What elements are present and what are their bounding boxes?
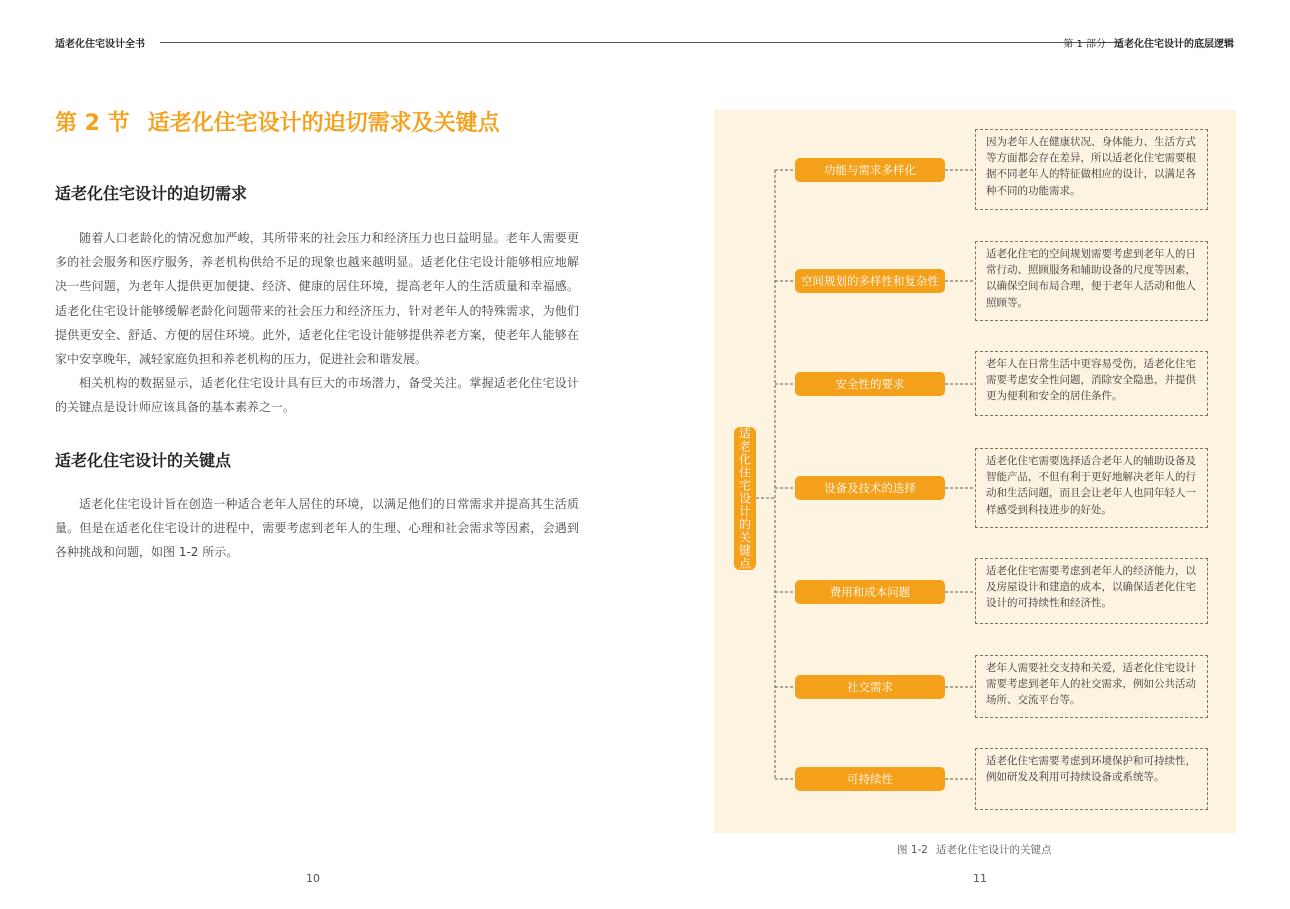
part-title: 适老化住宅设计的底层逻辑 [1114, 39, 1234, 50]
figure-number: 图 1-2 [897, 844, 928, 856]
branch-description: 老年人在日常生活中更容易受伤，适老化住宅需要考虑安全性问题，消除安全隐患，并提供更为便利和安全的居住条件。 [975, 351, 1208, 416]
page-number-right: 11 [973, 872, 987, 885]
branch-description: 因为老年人在健康状况、身体能力、生活方式等方面都会存在差异，所以适老化住宅需要根据不同老年人的特征做相应的设计，以满足各种不同的功能需求。 [975, 129, 1208, 210]
branch-node-cost: 费用和成本问题 [795, 580, 945, 604]
branch-node-sustainability: 可持续性 [795, 767, 945, 791]
branch-node-safety: 安全性的要求 [795, 372, 945, 396]
branch-description: 适老化住宅需要考虑到环境保护和可持续性，例如研发及利用可持续设备或系统等。 [975, 748, 1208, 810]
branch-node-space-planning: 空间规划的多样性和复杂性 [795, 269, 945, 293]
paragraph: 适老化住宅设计旨在创造一种适合老年人居住的环境，以满足他们的日常需求并提高其生活质量。但是在适老化住宅设计的进程中，需要考虑到老年人的生理、心理和社会需求等因素，会遇到各种挑战和问题，如图 1-2 所示。 [55, 497, 579, 560]
branch-node-equipment-tech: 设备及技术的选择 [795, 476, 945, 500]
subsection-heading-key-points: 适老化住宅设计的关键点 [55, 451, 232, 470]
branch-node-function-diversity: 功能与需求多样化 [795, 158, 945, 182]
diagram-root-node [734, 427, 756, 570]
running-header-part [1063, 35, 1234, 50]
section-number: 第 2 节 [55, 111, 130, 136]
figure-caption [897, 842, 1052, 857]
header-rule [160, 42, 1122, 43]
part-number: 第 1 部分 [1063, 39, 1106, 50]
running-header-book-title: 适老化住宅设计全书 [55, 39, 145, 50]
figure-caption-text: 适老化住宅设计的关键点 [936, 844, 1052, 856]
diagram-root-label: 适老化住宅设计的关键点 [737, 427, 752, 570]
section-title [55, 106, 500, 137]
subsection-heading-urgent-needs: 适老化住宅设计的迫切需求 [55, 184, 248, 203]
paragraph: 随着人口老龄化的情况愈加严峻，其所带来的社会压力和经济压力也日益明显。老年人需要更多的社会服务和医疗服务，养老机构供给不足的现象也越来越明显。适老化住宅设计能够相应地解决一些问题，为老年人提供更加便捷、经济、健康的居住环境，提高老年人的生活质量和幸福感。适老化住宅设计能够缓解老龄化问题带来的社会压力和经济压力，针对老年人的特殊需求，为他们提供更安全、舒适、方便的居住环境。此外，适老化住宅设计能够提供养老方案，使老年人能够在家中安享晚年，减轻家庭负担和养老机构的压力，促进社会和谐发展。 [55, 231, 579, 367]
branch-description: 老年人需要社交支持和关爱，适老化住宅设计需要考虑到老年人的社交需求，例如公共活动场所、交流平台等。 [975, 655, 1208, 718]
branch-node-social-needs: 社交需求 [795, 675, 945, 699]
branch-description: 适老化住宅需要选择适合老年人的辅助设备及智能产品，不但有利于更好地解决老年人的行动和生活问题，而且会让老年人也同年轻人一样感受到科技进步的好处。 [975, 448, 1208, 528]
section-title-text: 适老化住宅设计的迫切需求及关键点 [147, 111, 500, 136]
paragraph: 相关机构的数据显示，适老化住宅设计具有巨大的市场潜力，备受关注。掌握适老化住宅设计的关键点是设计师应该具备的基本素养之一。 [55, 376, 579, 415]
page-number-left: 10 [306, 872, 320, 885]
branch-description: 适老化住宅需要考虑到老年人的经济能力，以及房屋设计和建造的成本，以确保适老化住宅设计的可持续性和经济性。 [975, 558, 1208, 624]
branch-description: 适老化住宅的空间规划需要考虑到老年人的日常行动、照顾服务和辅助设备的尺度等因素，以确保空间布局合理，便于老年人活动和他人照顾等。 [975, 241, 1208, 321]
